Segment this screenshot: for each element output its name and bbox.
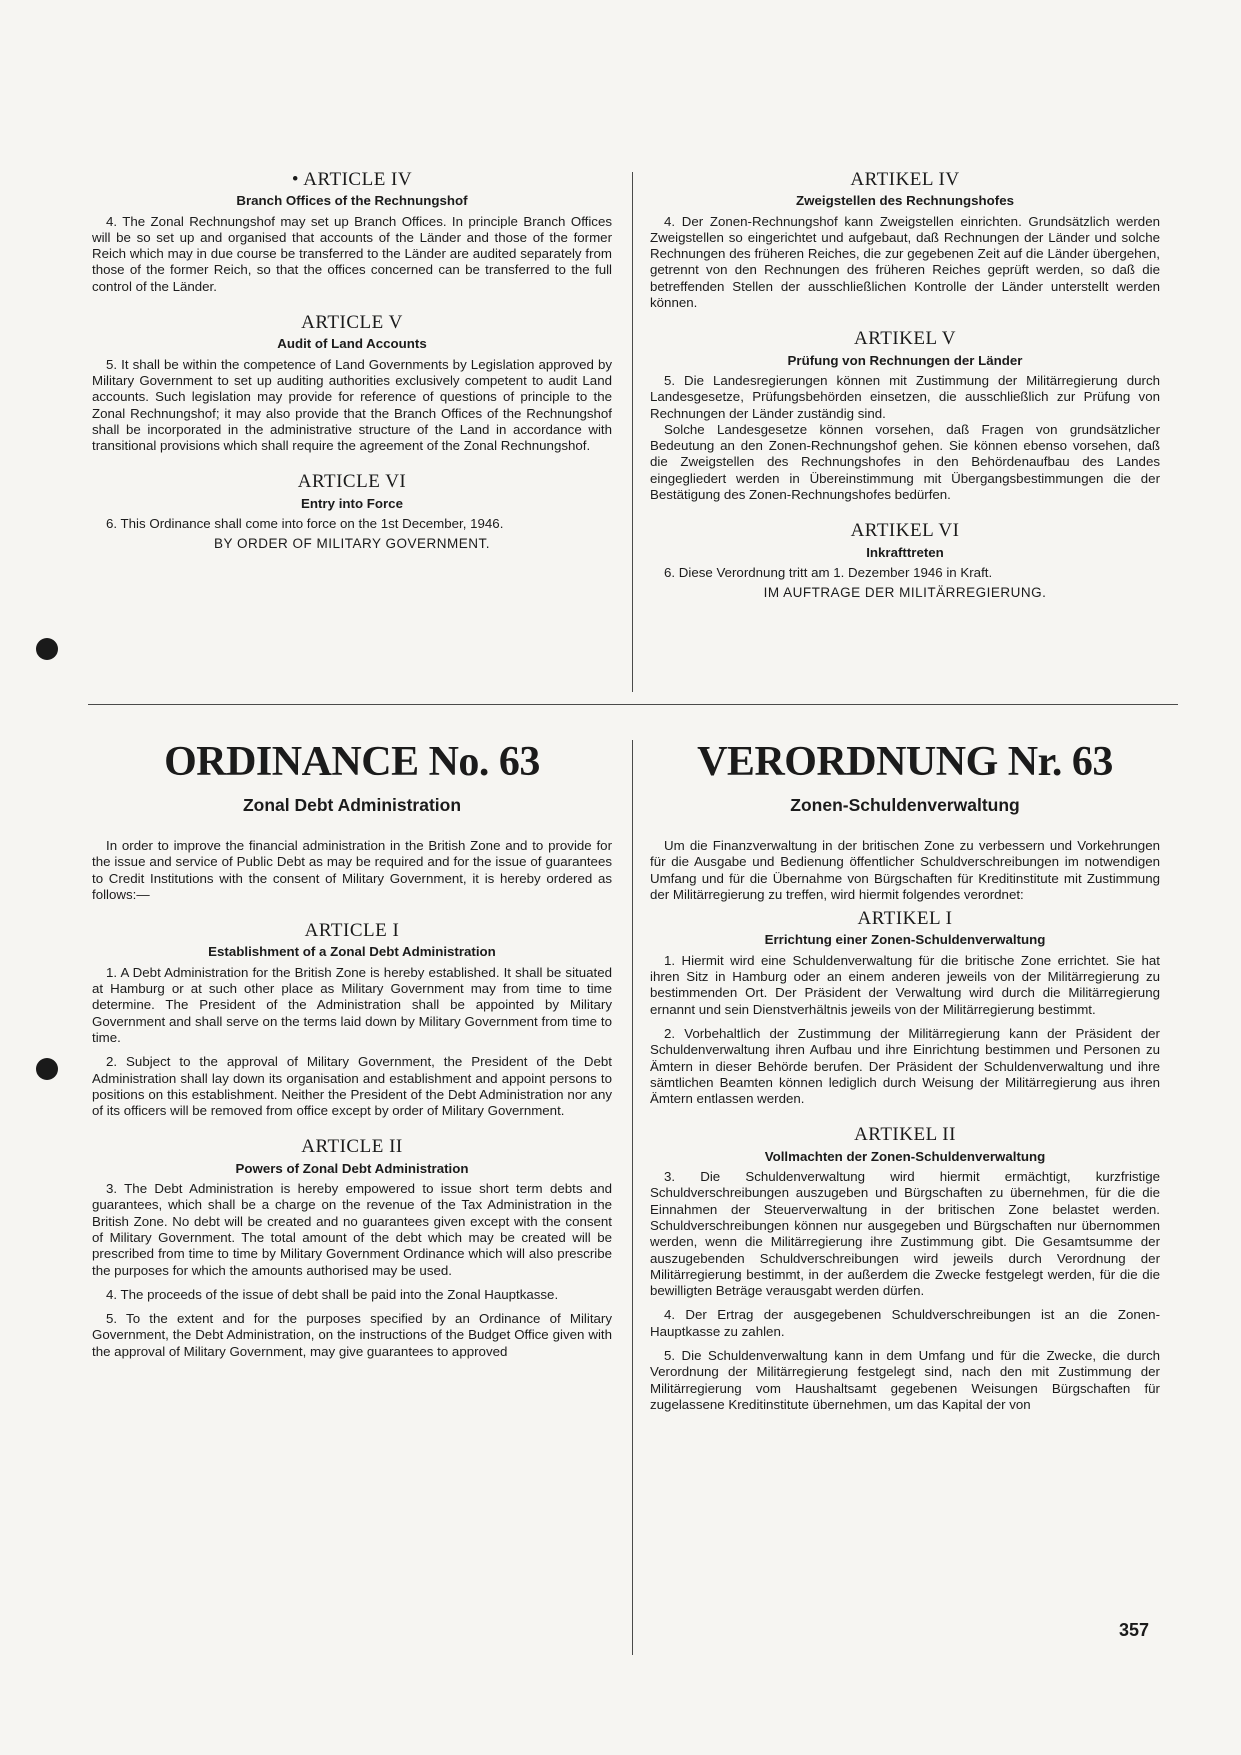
lower-left-column: [92, 838, 612, 1360]
signature-line: IM AUFTRAGE DER MILITÄRREGIERUNG.: [763, 585, 1047, 601]
article-subheading: Establishment of a Zonal Debt Administration: [208, 944, 496, 960]
paragraph: 1. A Debt Administration for the British Zone is hereby established. It shall be situated at Hamburg or at such other place as Military Government may from time to time determine. The President of the Administration shall be appointed by Military Government and shall serve on the terms laid down by Military Government from time to time.: [92, 964, 612, 1045]
paragraph: 4. The Zonal Rechnungshof may set up Branch Offices. In principle Branch Offices will be so set up and organised that accounts of the Länder and those of the former Reich which may in due course be transferred to the Länder are audited separately from those of the former Reich, so that the offices concerned can be transferred to the full control of the Länder.: [92, 213, 612, 294]
article-heading: ARTICLE I: [304, 920, 400, 942]
paragraph: 5. It shall be within the competence of Land Governments by Legislation approved by Military Government to set up auditing authorities exclusively competent to audit Land accounts. Such legislation may provide for reference of questions of principle to the Zonal Rechnungshof; it may also provide that the Branch Offices of the Rechnungshof shall be incorporated in the administrative structure of the Land in accordance with transitional provisions which shall require the agreement of the Zonal Rechnungshof.: [92, 356, 612, 454]
article-subheading: Zweigstellen des Rechnungshofes: [796, 193, 1014, 209]
preamble: Um die Finanzverwaltung in der britischen Zone zu verbessern und Vorkehrungen für die Ausgabe und Bedienung öffentlicher Schuldverschreibungen im notwendigen Umfang und für die Übernahme von Bürgschaften für Kreditinstitute mit Zustimmung der Militärregierung zu treffen, wird hiermit folgendes verordnet:: [650, 838, 1160, 902]
paragraph: 2. Vorbehaltlich der Zustimmung der Militärregierung kann der Präsident der Schuldenverwaltung ihren Aufbau und ihre Einrichtung bestimmen und Personen zu Ämtern in dieser Behörde berufen. Der Präsident der Schuldenverwaltung und ihre sämtlichen Beamten können lediglich durch Weisung der Militärregierung aus ihren Ämtern entlassen werden.: [650, 1025, 1160, 1107]
article-heading: ARTIKEL V: [853, 328, 957, 350]
article-heading: ARTIKEL I: [857, 908, 953, 930]
article-heading: ARTICLE II: [301, 1136, 403, 1158]
paragraph: 5. To the extent and for the purposes specified by an Ordinance of Military Government, the Debt Administration, on the instructions of the Budget Office given with the approval of Military Government, may give guarantees to approved: [92, 1311, 612, 1359]
punch-hole: [36, 1058, 58, 1080]
article-subheading: Errichtung einer Zonen-Schuldenverwaltung: [764, 932, 1046, 948]
paragraph: 1. Hiermit wird eine Schuldenverwaltung für die britische Zone errichtet. Sie hat ihren Sitz in Hamburg oder an einem anderen jeweils von der Militärregierung zu bestimmenden Ort. Der Präsident der Verwaltung wird durch die Militärregierung ernannt und sein Dienstverhältnis jeweils von der Militärregierung bestimmt.: [650, 952, 1160, 1017]
article-heading: • ARTICLE IV: [291, 169, 413, 190]
paragraph: Solche Landesgesetze können vorsehen, daß Fragen von grundsätzlicher Bedeutung an den Zonen-Rechnungshof gehen. Sie können ebenso vorsehen, daß die Zweigstellen des Rechnungshofes in den Behördenaufbau des Landes eingegliedert werden in Übereinstimmung mit Übergangsbestimmungen die der Bestätigung des Zonen-Rechnungshofes bedürfen.: [650, 421, 1160, 503]
article-heading: ARTIKEL IV: [850, 169, 960, 190]
paragraph: 3. The Debt Administration is hereby empowered to issue short term debts and guarantees, which shall be a charge on the revenue of the Tax Administration in the British Zone. No debt will be created and no guarantees given except with the consent of Military Government. The total amount of the debt which may be created will be prescribed from time to time by Military Government Ordinance which will also prescribe the purposes for which the amounts authorised may be used.: [92, 1181, 612, 1278]
paragraph: 2. Subject to the approval of Military Government, the President of the Debt Administration shall lay down its organisation and establishment and appoint persons to positions on this establishment. Neither the President of the Debt Administration nor any of its officers will be removed from office except by order of Military Government.: [92, 1054, 612, 1119]
ordinance-title-en: ORDINANCE No. 63: [164, 739, 540, 785]
lower-right-column: [650, 838, 1160, 1413]
paragraph: 3. Die Schuldenverwaltung wird hiermit ermächtigt, kurzfristige Schuldverschreibungen auszugeben und Bürgschaften zu übernehmen, für die die Einnahmen der Steuerverwaltung in der britischen Zone belastet werden. Schuldverschreibungen können nur ausgegeben und Bürgschaften nur übernommen werden, wenn die Militärregierung ihre Zustimmung gibt. Die Gesamtsumme der auszugebenden Schuldverschreibungen wird jeweils durch Verordnung der Militärregierung bestimmt, in der außerdem die Zwecke festgelegt werden, für die die bewilligten Beträge verausgabt werden dürfen.: [650, 1169, 1160, 1299]
page-number: 357: [1118, 1620, 1149, 1640]
ordinance-subtitle-de: Zonen-Schuldenverwaltung: [790, 795, 1020, 815]
paragraph: 4. Der Ertrag der ausgegebenen Schuldverschreibungen ist an die Zonen-Hauptkasse zu zahlen.: [650, 1307, 1160, 1339]
ordinance-subtitle-en: Zonal Debt Administration: [242, 795, 462, 815]
article-subheading: Entry into Force: [301, 495, 403, 511]
paragraph: 5. Die Landesregierungen können mit Zustimmung der Militärregierung durch Landesgesetze, Prüfungsbehörden einsetzen, die ausschließlich zur Prüfung von Rechnungen der Länder zuständig sind.: [650, 372, 1160, 421]
preamble: In order to improve the financial administration in the British Zone and to provide for the issue and service of Public Debt as may be required and for the issue of guarantees to Credit Institutions with the consent of Military Government, it is hereby ordered as follows:—: [92, 838, 612, 902]
upper-left-column: [92, 169, 612, 553]
section-divider: [88, 704, 1178, 705]
paragraph: 6. Diese Verordnung tritt am 1. Dezember 1946 in Kraft.: [664, 564, 993, 580]
paragraph: 5. Die Schuldenverwaltung kann in dem Umfang und für die Zwecke, die durch Verordnung der Militärregierung festgelegt sind, nach den mit Zustimmung der Militärregierung vom Haushaltsamt gegebenen Weisungen Bürgschaften für zugelassene Kreditinstitute übernehmen, um das Kapital der von: [650, 1348, 1160, 1412]
article-heading: ARTIKEL VI: [850, 520, 960, 542]
column-divider-upper: [632, 172, 633, 692]
ordinance-title-de: VERORDNUNG Nr. 63: [697, 739, 1113, 785]
column-divider-lower: [632, 740, 633, 1655]
article-subheading: Branch Offices of the Rechnungshof: [236, 193, 468, 209]
paragraph: 4. The proceeds of the issue of debt shall be paid into the Zonal Hauptkasse.: [106, 1286, 559, 1302]
paragraph: 6. This Ordinance shall come into force on the 1st December, 1946.: [106, 516, 504, 532]
punch-hole: [36, 638, 58, 660]
article-heading: ARTICLE V: [301, 312, 403, 334]
article-subheading: Audit of Land Accounts: [277, 336, 427, 352]
article-heading: ARTICLE VI: [297, 471, 407, 493]
signature-line: BY ORDER OF MILITARY GOVERNMENT.: [213, 536, 491, 552]
article-subheading: Vollmachten der Zonen-Schuldenverwaltung: [764, 1148, 1046, 1164]
article-heading: ARTIKEL II: [854, 1124, 956, 1146]
article-subheading: Inkrafttreten: [866, 544, 944, 560]
article-subheading: Powers of Zonal Debt Administration: [235, 1160, 469, 1176]
upper-right-column: [650, 169, 1160, 602]
article-subheading: Prüfung von Rechnungen der Länder: [787, 352, 1023, 368]
paragraph: 4. Der Zonen-Rechnungshof kann Zweigstellen einrichten. Grundsätzlich werden Zweigstellen so eingerichtet und aufgebaut, daß Rechnungen der Länder und solche Rechnungen des früheren Reiches, die zur gegebenen Zeit auf die Länder übergehen, getrennt von den Rechnungen des früheren Reiches geprüft werden, so daß die betreffenden Stellen der ausschließlichen Kontrolle der Länder unterstellt werden können.: [650, 213, 1160, 311]
